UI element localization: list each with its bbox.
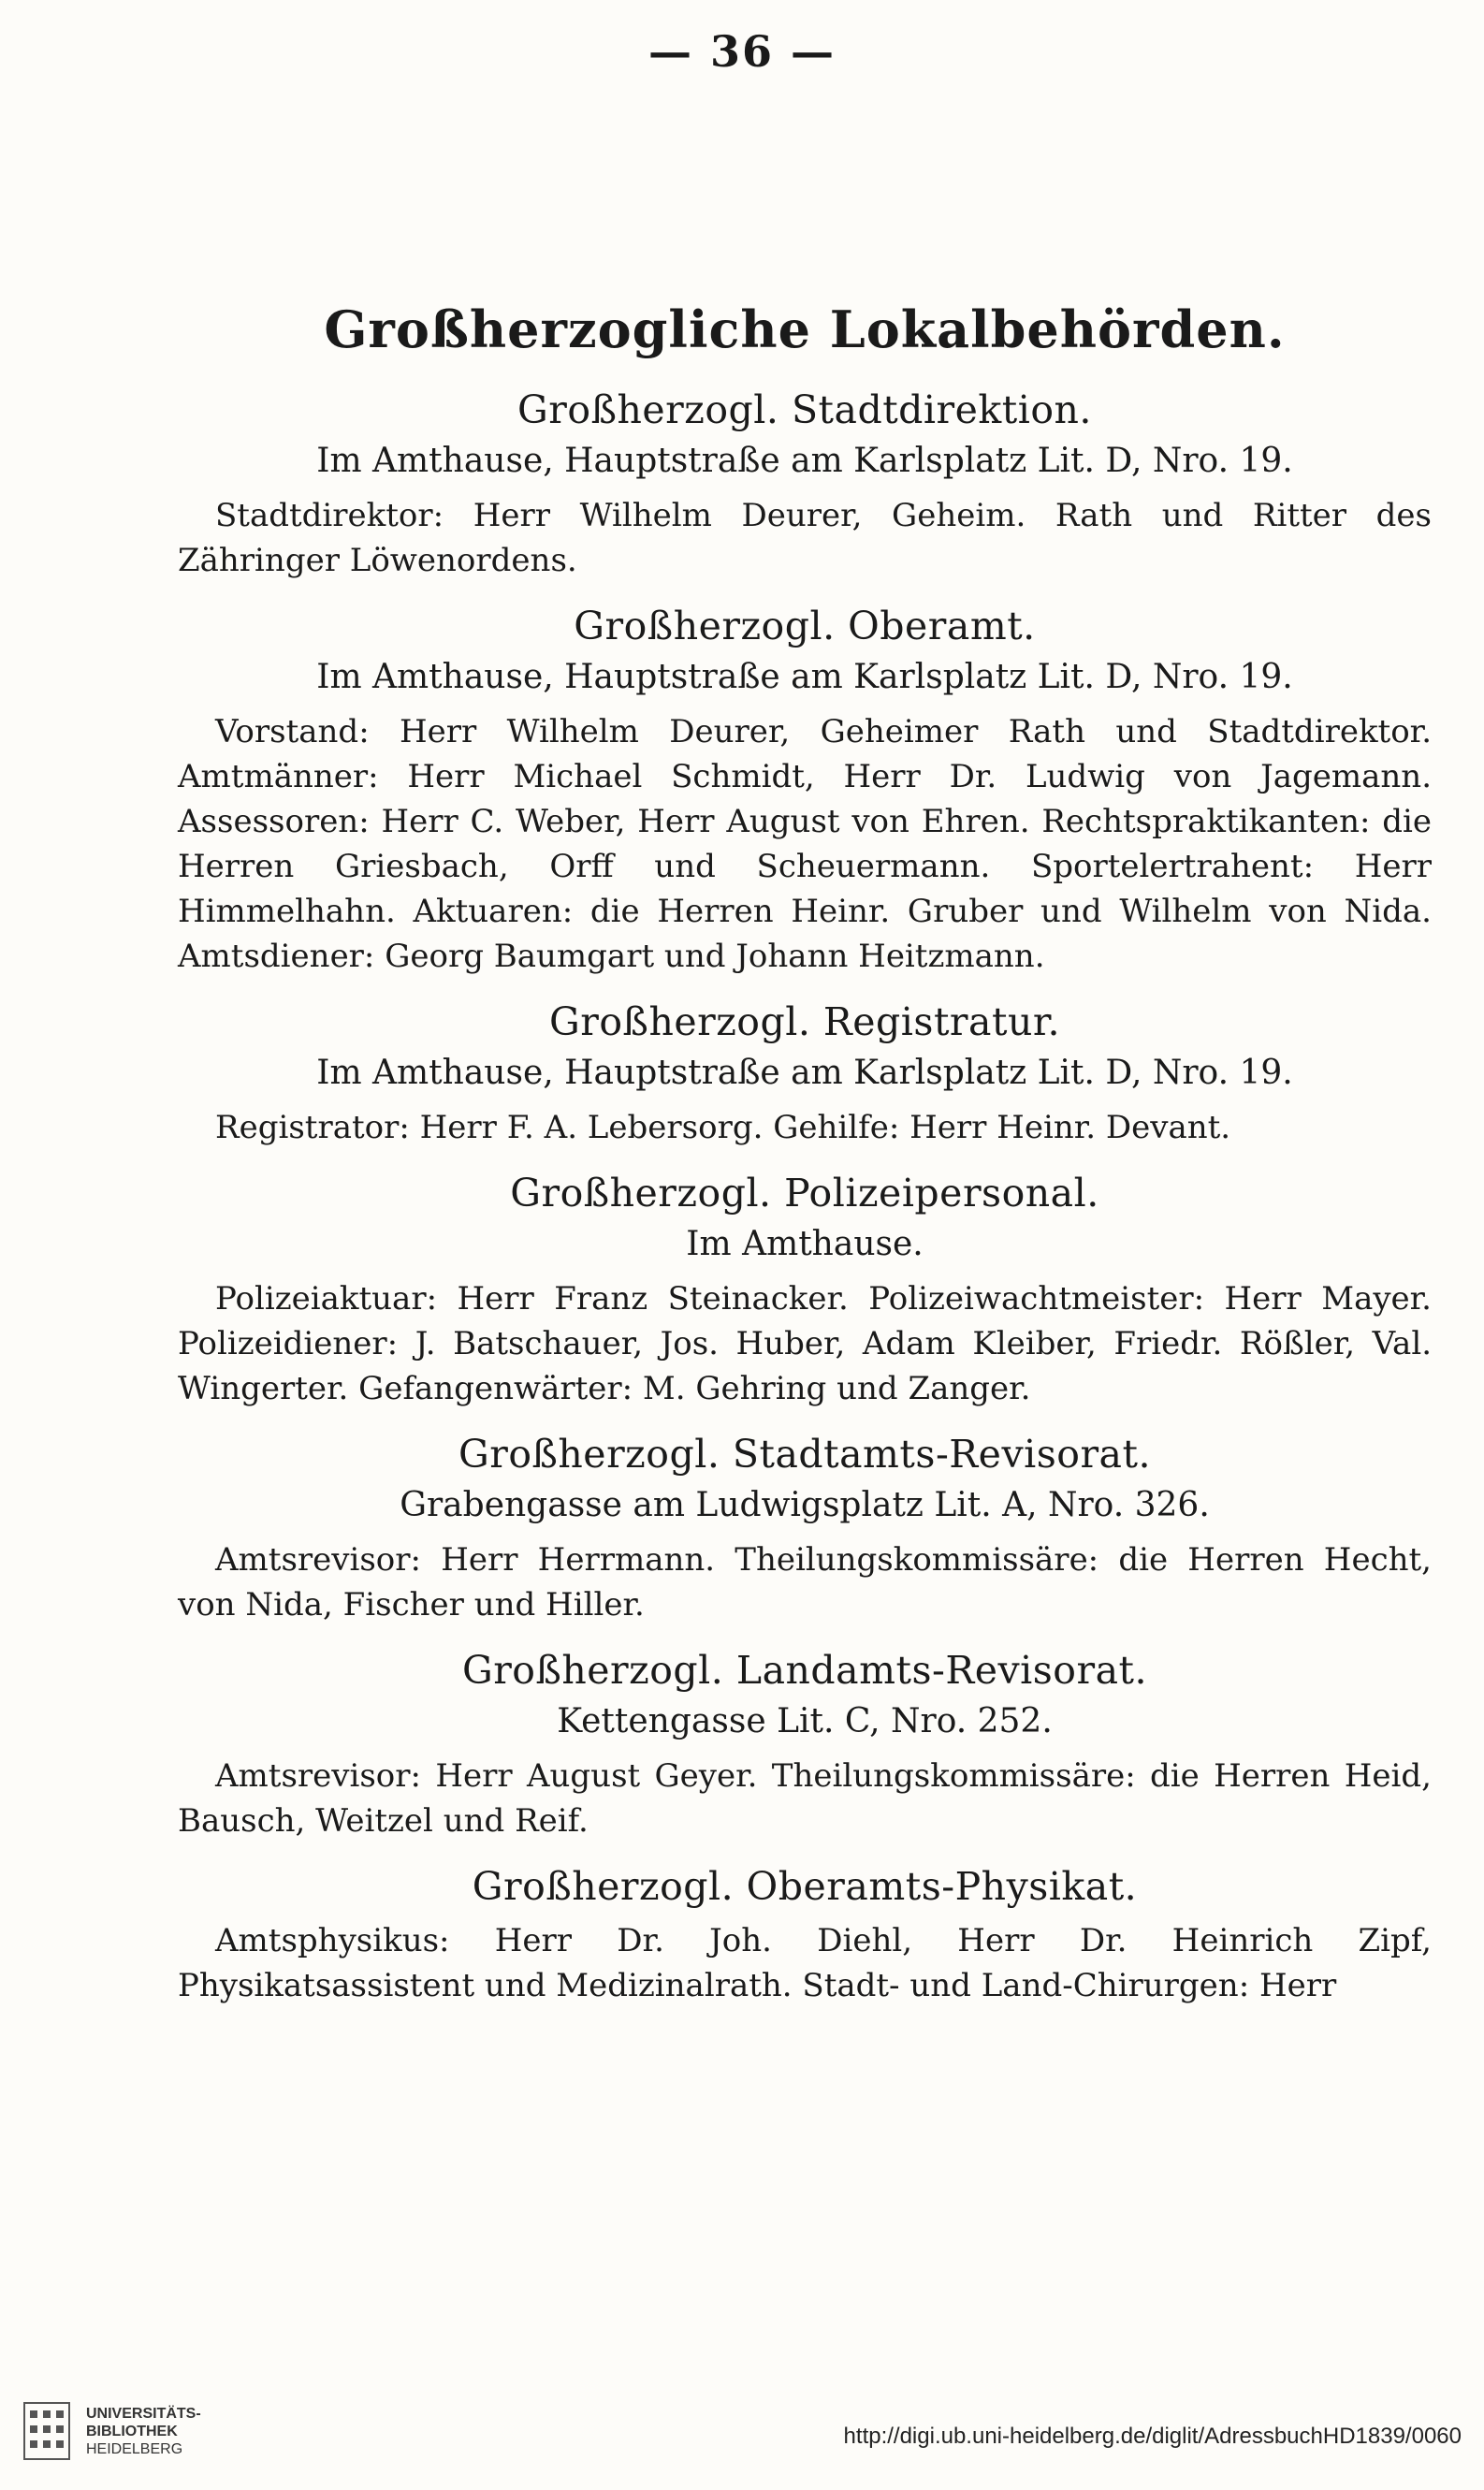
section-body: Amtsrevisor: Herr Herrmann. Theilungskommissäre: die Herren Hecht, von Nida, Fischer und Hiller. bbox=[178, 1541, 1432, 1624]
section-title: Großherzogl. Registratur. bbox=[549, 999, 1060, 1044]
section-body: Polizeiaktuar: Herr Franz Steinacker. Polizeiwachtmeister: Herr Mayer. Polizeidiener: J. Batschauer, Jos. Huber, Adam Kleiber, Friedr. Rößler, Val. Wingerter. Gefangenwärter: M. Gehring und Zanger. bbox=[178, 1280, 1432, 1407]
section-address: Im Amthause, Hauptstraße am Karlsplatz Lit. D, Nro. 19. bbox=[316, 442, 1293, 480]
section-body: Vorstand: Herr Wilhelm Deurer, Geheimer Rath und Stadtdirektor. Amtmänner: Herr Michael Schmidt, Herr Dr. Ludwig von Jagemann. Assessoren: Herr C. Weber, Herr August von Ehren. Rechtspraktikanten: die Herren Griesbach, Orff und Scheuermann. Sportelertrahent: Herr Himmelhahn. Aktuaren: die Herren Heinr. Gruber und Wilhelm von Nida. Amtsdiener: Georg Baumgart und Johann Heitzmann. bbox=[178, 713, 1432, 975]
section-body: Amtsphysikus: Herr Dr. Joh. Diehl, Herr Dr. Heinrich Zipf, Physikatsassistent und Medizinalrath. Stadt- und Land-Chirurgen: Herr bbox=[178, 1922, 1432, 2004]
section-address: Im Amthause, Hauptstraße am Karlsplatz Lit. D, Nro. 19. bbox=[316, 658, 1293, 696]
library-logo-icon bbox=[21, 2397, 73, 2465]
section-title: Großherzogl. Polizeipersonal. bbox=[510, 1171, 1099, 1216]
section-body: Stadtdirektor: Herr Wilhelm Deurer, Geheim. Rath und Ritter des Zähringer Löwenordens. bbox=[178, 497, 1432, 579]
section-address: Grabengasse am Ludwigsplatz Lit. A, Nro. 326. bbox=[400, 1486, 1210, 1524]
section-body: Registrator: Herr F. A. Lebersorg. Gehilfe: Herr Heinr. Devant. bbox=[215, 1109, 1231, 1146]
section-address: Kettengasse Lit. C, Nro. 252. bbox=[557, 1702, 1053, 1740]
logo-line-2: BIBLIOTHEK bbox=[86, 2423, 178, 2439]
section-title: Großherzogl. Oberamt. bbox=[574, 604, 1036, 648]
source-url-link[interactable]: http://digi.ub.uni-heidelberg.de/diglit/AdressbuchHD1839/0060 bbox=[843, 2424, 1462, 2449]
library-logo[interactable] bbox=[21, 2397, 201, 2465]
section-polizeipersonal bbox=[178, 1171, 1432, 1411]
section-title: Großherzogl. Stadtamts-Revisorat. bbox=[458, 1432, 1151, 1477]
section-title: Großherzogl. Landamts-Revisorat. bbox=[461, 1648, 1148, 1693]
section-registratur bbox=[178, 999, 1432, 1150]
page-content bbox=[178, 299, 1432, 2029]
section-oberamt bbox=[178, 604, 1432, 979]
section-landamts-revisorat bbox=[178, 1648, 1432, 1843]
section-stadtamts-revisorat bbox=[178, 1432, 1432, 1627]
section-stadtdirektion bbox=[178, 387, 1432, 583]
section-title: Großherzogl. Stadtdirektion. bbox=[517, 387, 1092, 432]
section-oberamts-physikat bbox=[178, 1864, 1432, 2008]
logo-line-1: UNIVERSITÄTS- bbox=[86, 2405, 201, 2422]
section-address: Im Amthause, Hauptstraße am Karlsplatz Lit. D, Nro. 19. bbox=[316, 1054, 1293, 1092]
section-address: Im Amthause. bbox=[686, 1225, 924, 1263]
main-title: Großherzogliche Lokalbehörden. bbox=[324, 299, 1286, 359]
section-body: Amtsrevisor: Herr August Geyer. Theilungskommissäre: die Herren Heid, Bausch, Weitzel und Reif. bbox=[178, 1757, 1432, 1840]
section-title: Großherzogl. Oberamts-Physikat. bbox=[472, 1864, 1138, 1909]
page-number: — 36 — bbox=[647, 26, 837, 77]
logo-line-3: HEIDELBERG bbox=[86, 2440, 183, 2457]
library-logo-text bbox=[86, 2405, 201, 2458]
